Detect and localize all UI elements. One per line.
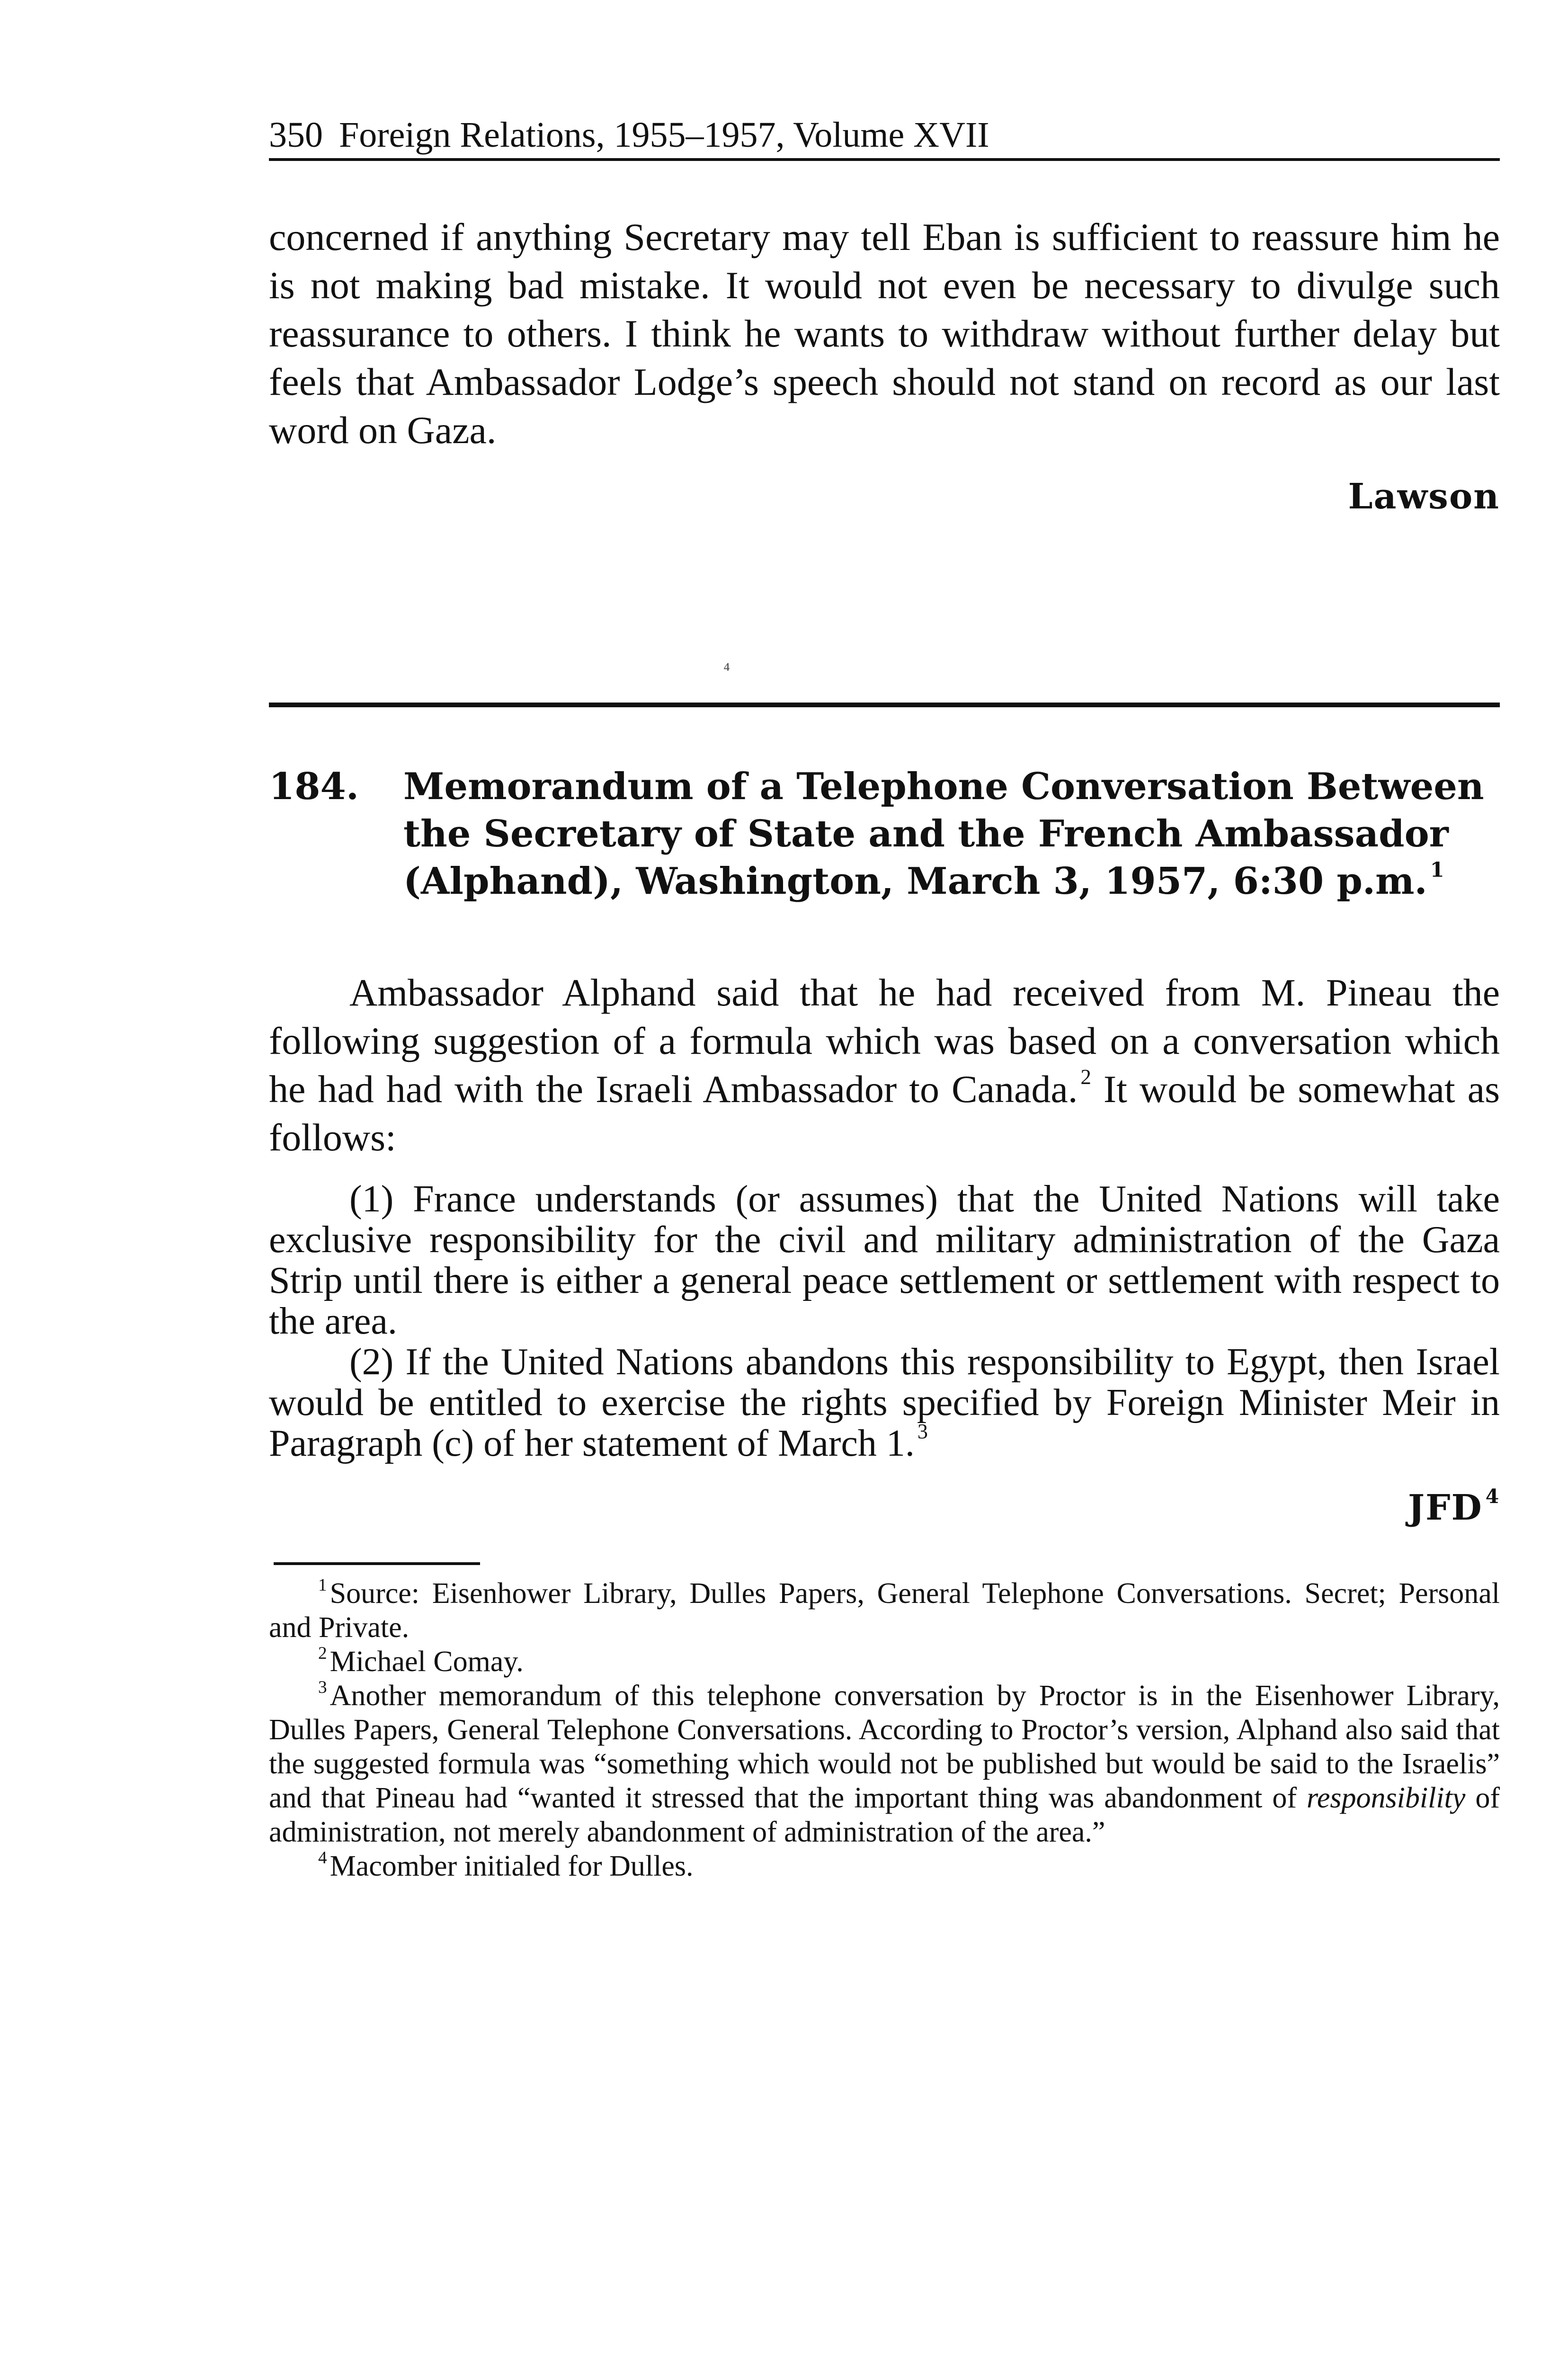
memo-paragraph-1-text-a: Ambassador Alphand said that he had received from M. Pineau the following suggestion of a formula which was based on a conversation which he had had with the Israeli Ambassador to Canada. [269,971,1500,1111]
footnote-ref-2: 2 [1080,1065,1091,1089]
document-number: 184. [269,765,359,808]
footnote-4-text: Macomber initialed for Dulles. [330,1850,694,1882]
header-rule [269,158,1500,161]
footnote-3-text-a: Another memorandum of this telephone conversation by Proctor is in the Eisenhower Library, Dulles Papers, General Telephone Conversations. According to Proctor’s version, Alphand also said that the suggested formula was “something which would not be published but would be said to the Israelis” and that Pineau had “wanted it stressed that the important thing was abandonment of [269,1680,1500,1814]
footnote-3-marker: 3 [318,1677,327,1697]
signature-lawson: Lawson [1348,476,1500,517]
continuation-paragraph: concerned if anything Secretary may tell Eban is sufficient to reassure him he is not making bad mistake. It would not even be necessary to divulge such reassurance to others. I think he wants to withdraw without further delay but feels that Ambassador Lodge’s speech should not stand on record as our last word on Gaza. [269,215,1500,452]
footnote-1 [269,1576,1500,1645]
section-divider-rule [269,703,1500,707]
formula-point-2 [269,1342,1500,1464]
footnote-ref-1: 1 [1430,858,1444,882]
footnote-2-marker: 2 [318,1643,327,1663]
footnote-3-text-b: of administration, not merely abandonment of administration of the area.” [269,1782,1500,1848]
footnote-2 [269,1645,1500,1679]
footnote-2-text: Michael Comay. [330,1646,524,1678]
running-head [269,114,1500,156]
footnote-ref-4: 4 [1485,1485,1500,1508]
footnote-ref-3: 3 [917,1419,928,1443]
footnote-1-text: Source: Eisenhower Library, Dulles Papers, General Telephone Conversations. Secret; Personal and Private. [269,1577,1500,1644]
page-number: 350 [269,115,323,155]
memo-paragraph-1 [269,969,1500,1162]
footnotes [269,1576,1500,1883]
running-head-title: Foreign Relations, 1955–1957, Volume XVII [339,115,989,155]
footnote-4 [269,1849,1500,1883]
memo-paragraph-1-text-b: It would be somewhat as follows: [269,1068,1500,1159]
signature-jfd [1408,1486,1500,1529]
footnote-4-marker: 4 [318,1848,327,1868]
formula-point-1: (1) France understands (or assumes) that the United Nations will take exclusive responsibility for the civil and military administration of the Gaza Strip until there is either a general peace settlement or settlement with respect to the area. [269,1178,1500,1342]
stray-print-mark: ⁴ [723,658,730,680]
signature-jfd-text: JFD [1408,1487,1483,1528]
footnote-3 [269,1679,1500,1849]
footnote-1-marker: 1 [318,1575,327,1595]
footnote-3-italic: responsibility [1307,1782,1466,1814]
formula-point-2-text: (2) If the United Nations abandons this responsibility to Egypt, then Israel would be entitled to exercise the rights specified by Foreign Minister Meir in Paragraph (c) of her statement of March 1. [269,1341,1500,1464]
document-title [403,763,1506,905]
document-title-text: Memorandum of a Telephone Conversation Between the Secretary of State and the French Ambassador (Alphand), Washington, March 3, 1957, 6:30 p.m. [403,765,1484,903]
footnote-rule [274,1562,480,1565]
